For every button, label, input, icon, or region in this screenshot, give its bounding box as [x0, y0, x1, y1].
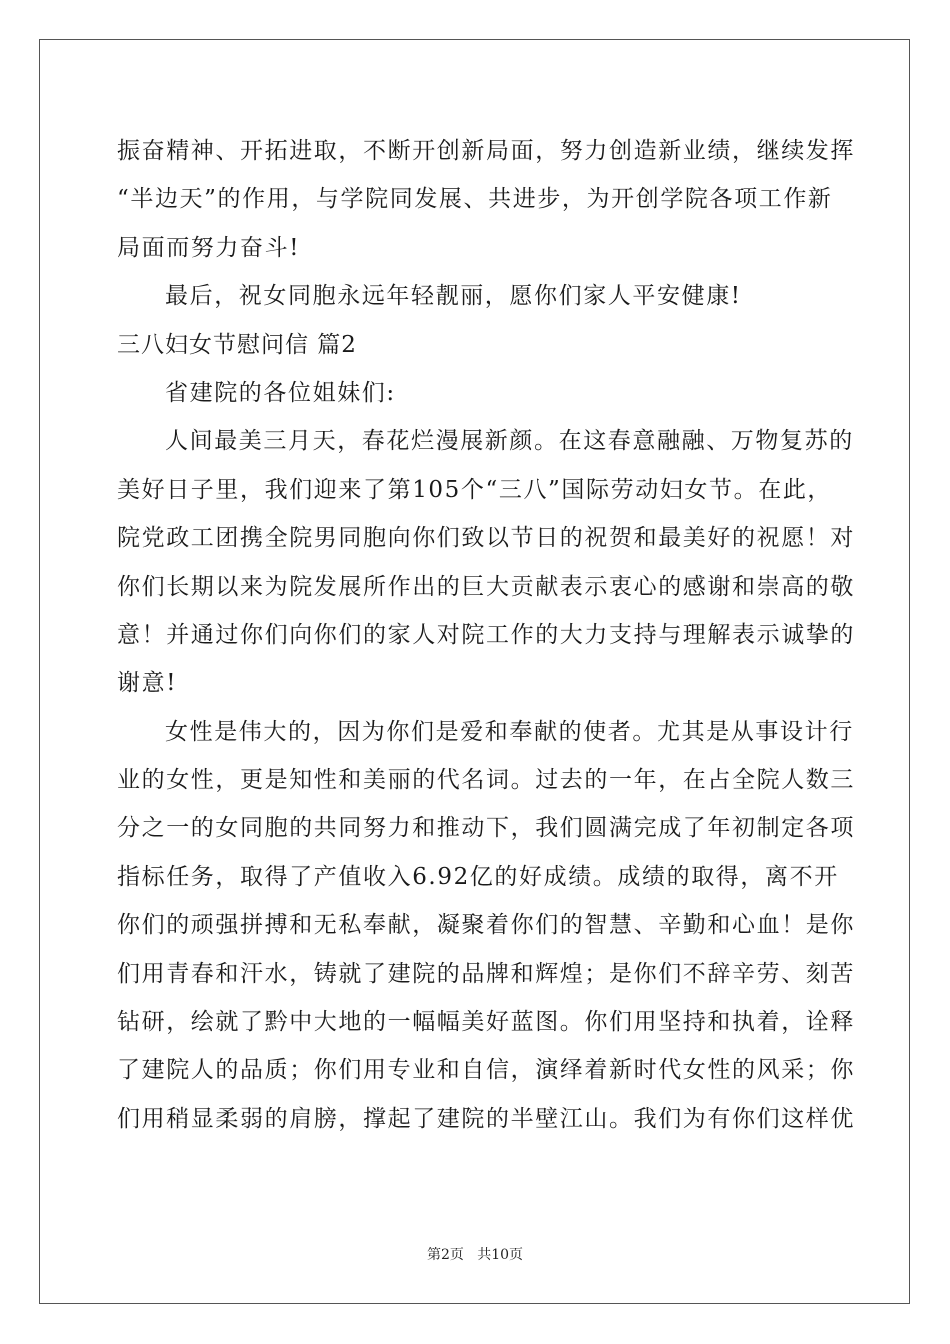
text-line: 你们长期以来为院发展所作出的巨大贡献表示衷心的感谢和崇高的敬: [117, 573, 855, 600]
salutation: 省建院的各位姐妹们:: [165, 379, 396, 406]
text-line: 谢意!: [117, 670, 178, 697]
text-line: 女性是伟大的，因为你们是爱和奉献的使者。尤其是从事设计行: [165, 718, 854, 745]
text-line: 意！并通过你们向你们的家人对院工作的大力支持与理解表示诚挚的: [117, 621, 855, 648]
text-line: 你们的顽强拼搏和无私奉献，凝聚着你们的智慧、辛勤和心血！是你: [117, 912, 855, 939]
text-line: 局面而努力奋斗!: [117, 234, 301, 261]
text-line: 业的女性，更是知性和美丽的代名词。过去的一年，在占全院人数三: [117, 767, 855, 794]
text-line: 振奋精神、开拓进取，不断开创新局面，努力创造新业绩，继续发挥: [117, 138, 855, 164]
text-line: 了建院人的品质；你们用专业和自信，演绎着新时代女性的风采；你: [117, 1057, 855, 1084]
text-line: 钻研，绘就了黔中大地的一幅幅美好蓝图。你们用坚持和执着，诠释: [117, 1009, 855, 1036]
text-line: 指标任务，取得了产值收入6.92亿的好成绩。成绩的取得，离不开: [117, 863, 839, 890]
text-line: “半边天”的作用，与学院同发展、共进步，为开创学院各项工作新: [117, 186, 833, 213]
closing-line: 最后，祝女同胞永远年轻靓丽，愿你们家人平安健康!: [165, 283, 742, 310]
text-line: 们用青春和汗水，铸就了建院的品牌和辉煌；是你们不辞辛劳、刻苦: [117, 960, 855, 987]
text-line: 人间最美三月天，春花烂漫展新颜。在这春意融融、万物复苏的: [165, 428, 854, 455]
section-heading: 三八妇女节慰问信 篇2: [117, 331, 357, 358]
text-line: 美好日子里，我们迎来了第105个“三八”国际劳动妇女节。在此，: [117, 476, 833, 503]
text-line: 院党政工团携全院男同胞向你们致以节日的祝贺和最美好的祝愿！对: [117, 525, 855, 552]
document-body: [117, 127, 855, 1143]
text-line: 分之一的女同胞的共同努力和推动下，我们圆满完成了年初制定各项: [117, 815, 855, 842]
text-line: 们用稍显柔弱的肩膀，撑起了建院的半壁江山。我们为有你们这样优: [117, 1105, 855, 1132]
page-number-footer: 第2页 共10页: [426, 1247, 524, 1263]
